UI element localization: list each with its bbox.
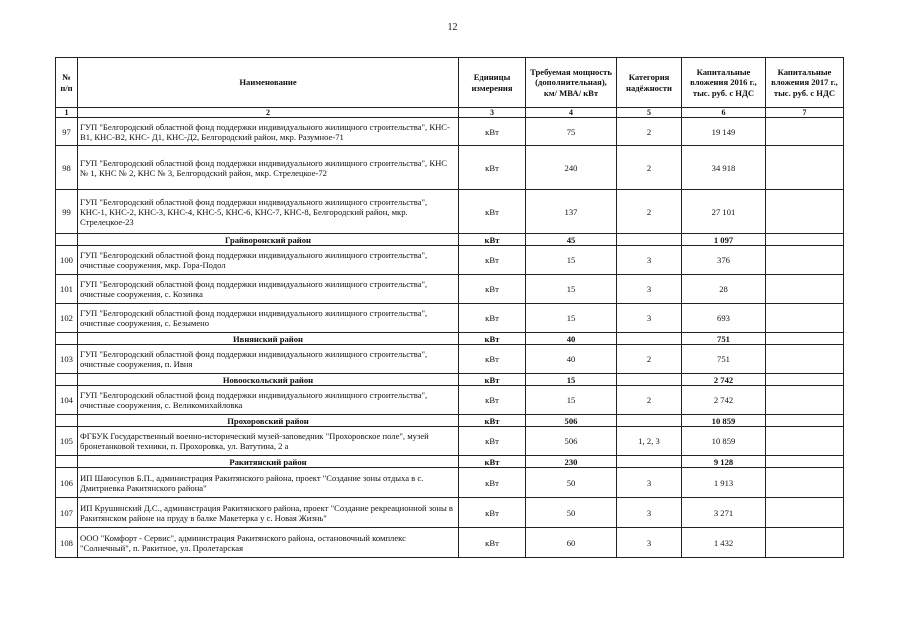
table-body bbox=[56, 118, 844, 558]
column-number: 1 bbox=[56, 108, 78, 118]
table-row bbox=[56, 386, 844, 415]
district-row bbox=[56, 374, 844, 386]
row-category: 2 bbox=[617, 345, 682, 374]
district-name: Прохоровский район bbox=[78, 415, 459, 427]
row-cap2016: 1 432 bbox=[682, 528, 766, 558]
row-cap2016: 34 918 bbox=[682, 146, 766, 190]
row-category: 3 bbox=[617, 246, 682, 275]
row-name: ИП Крушинский Д.С., администрация Ракитянского района, проект "Создание рекреационной зоны в Ракитянском районе на пруду в балке Макетерка у с. Новая Жизнь" bbox=[78, 498, 459, 528]
table-row bbox=[56, 468, 844, 498]
row-cap2016: 1 097 bbox=[682, 234, 766, 246]
header-row bbox=[56, 58, 844, 108]
row-category: 3 bbox=[617, 498, 682, 528]
row-unit: кВт bbox=[459, 118, 526, 146]
row-power: 240 bbox=[526, 146, 617, 190]
row-power: 60 bbox=[526, 528, 617, 558]
district-name: Ракитянский район bbox=[78, 456, 459, 468]
row-cap2017 bbox=[766, 190, 844, 234]
row-cap2017 bbox=[766, 374, 844, 386]
row-power: 40 bbox=[526, 333, 617, 345]
row-cap2016: 28 bbox=[682, 275, 766, 304]
row-number: 104 bbox=[56, 386, 78, 415]
row-category bbox=[617, 415, 682, 427]
row-cap2016: 27 101 bbox=[682, 190, 766, 234]
row-cap2016: 751 bbox=[682, 345, 766, 374]
row-cap2016: 3 271 bbox=[682, 498, 766, 528]
row-cap2016: 693 bbox=[682, 304, 766, 333]
row-power: 45 bbox=[526, 234, 617, 246]
table-row bbox=[56, 275, 844, 304]
row-unit: кВт bbox=[459, 528, 526, 558]
row-cap2016: 2 742 bbox=[682, 386, 766, 415]
row-category: 2 bbox=[617, 386, 682, 415]
header-cap2017: Капитальные вложения 2017 г., тыс. руб. с НДС bbox=[766, 58, 844, 108]
row-cap2017 bbox=[766, 528, 844, 558]
column-number: 3 bbox=[459, 108, 526, 118]
page-number: 12 bbox=[447, 22, 458, 33]
row-unit: кВт bbox=[459, 234, 526, 246]
row-cap2017 bbox=[766, 118, 844, 146]
row-category bbox=[617, 333, 682, 345]
table-row bbox=[56, 427, 844, 456]
row-cap2017 bbox=[766, 427, 844, 456]
row-number: 106 bbox=[56, 468, 78, 498]
row-name: ГУП "Белгородский областной фонд поддержки индивидуального жилищного строительства", очистные сооружения, с. Великомихайловка bbox=[78, 386, 459, 415]
row-cap2016: 19 149 bbox=[682, 118, 766, 146]
row-power: 506 bbox=[526, 427, 617, 456]
row-category bbox=[617, 374, 682, 386]
row-unit: кВт bbox=[459, 304, 526, 333]
header-cap2016: Капитальные вложения 2016 г., тыс. руб. с НДС bbox=[682, 58, 766, 108]
row-unit: кВт bbox=[459, 386, 526, 415]
header-category: Категория надёжности bbox=[617, 58, 682, 108]
row-number: 103 bbox=[56, 345, 78, 374]
row-name: ГУП "Белгородский областной фонд поддержки индивидуального жилищного строительства", очистные сооружения, с. Козинка bbox=[78, 275, 459, 304]
table-row bbox=[56, 118, 844, 146]
row-number: 108 bbox=[56, 528, 78, 558]
column-number-row bbox=[56, 108, 844, 118]
row-power: 230 bbox=[526, 456, 617, 468]
district-row bbox=[56, 415, 844, 427]
district-num-cell bbox=[56, 374, 78, 386]
row-power: 137 bbox=[526, 190, 617, 234]
column-number: 2 bbox=[78, 108, 459, 118]
table-row bbox=[56, 190, 844, 234]
row-power: 50 bbox=[526, 498, 617, 528]
row-category bbox=[617, 456, 682, 468]
row-name: ИП Шаюсупов Б.П., администрация Ракитянского района, проект "Создание зоны отдыха в с. Дмитриевка Ракитянского района" bbox=[78, 468, 459, 498]
row-cap2016: 751 bbox=[682, 333, 766, 345]
row-unit: кВт bbox=[459, 246, 526, 275]
row-category: 3 bbox=[617, 304, 682, 333]
row-number: 105 bbox=[56, 427, 78, 456]
row-number: 107 bbox=[56, 498, 78, 528]
row-power: 15 bbox=[526, 304, 617, 333]
district-num-cell bbox=[56, 333, 78, 345]
table-row bbox=[56, 345, 844, 374]
row-name: ГУП "Белгородский областной фонд поддержки индивидуального жилищного строительства", очистные сооружения, мкр. Гора-Подол bbox=[78, 246, 459, 275]
row-unit: кВт bbox=[459, 345, 526, 374]
row-number: 99 bbox=[56, 190, 78, 234]
row-number: 101 bbox=[56, 275, 78, 304]
district-row bbox=[56, 456, 844, 468]
row-power: 506 bbox=[526, 415, 617, 427]
row-cap2017 bbox=[766, 333, 844, 345]
row-cap2016: 1 913 bbox=[682, 468, 766, 498]
row-unit: кВт bbox=[459, 374, 526, 386]
row-name: ГУП "Белгородский областной фонд поддержки индивидуального жилищного строительства", очистные сооружения, п. Ивня bbox=[78, 345, 459, 374]
table-row bbox=[56, 246, 844, 275]
district-name: Грайворонский район bbox=[78, 234, 459, 246]
row-category: 2 bbox=[617, 190, 682, 234]
row-unit: кВт bbox=[459, 468, 526, 498]
row-name: ГУП "Белгородский областной фонд поддержки индивидуального жилищного строительства", КНС-В1, КНС-В2, КНС- Д1, КНС-Д2, Белгородский район, мкр. Разумное-71 bbox=[78, 118, 459, 146]
row-power: 40 bbox=[526, 345, 617, 374]
row-power: 50 bbox=[526, 468, 617, 498]
district-name: Новооскольский район bbox=[78, 374, 459, 386]
table-row bbox=[56, 146, 844, 190]
header-power: Требуемая мощность (дополнительная), км/ МВА/ кВт bbox=[526, 58, 617, 108]
capital-investment-table bbox=[55, 57, 844, 558]
row-unit: кВт bbox=[459, 498, 526, 528]
table-row bbox=[56, 528, 844, 558]
district-num-cell bbox=[56, 456, 78, 468]
row-category: 2 bbox=[617, 118, 682, 146]
row-cap2017 bbox=[766, 345, 844, 374]
row-number: 98 bbox=[56, 146, 78, 190]
row-cap2017 bbox=[766, 498, 844, 528]
row-category: 2 bbox=[617, 146, 682, 190]
row-unit: кВт bbox=[459, 333, 526, 345]
row-power: 15 bbox=[526, 386, 617, 415]
row-name: ГУП "Белгородский областной фонд поддержки индивидуального жилищного строительства", КНС № 1, КНС № 2, КНС № 3, Белгородский район, мкр. Стрелецкое-72 bbox=[78, 146, 459, 190]
row-category bbox=[617, 234, 682, 246]
row-unit: кВт bbox=[459, 275, 526, 304]
row-name: ФГБУК Государственный военно-исторический музей-заповедник "Прохоровское поле", музей бронетанковой техники, п. Прохоровка, ул. Ватутина, 2 а bbox=[78, 427, 459, 456]
row-number: 100 bbox=[56, 246, 78, 275]
row-power: 15 bbox=[526, 374, 617, 386]
row-unit: кВт bbox=[459, 456, 526, 468]
row-cap2016: 376 bbox=[682, 246, 766, 275]
district-row bbox=[56, 234, 844, 246]
row-cap2017 bbox=[766, 146, 844, 190]
header-name: Наименование bbox=[78, 58, 459, 108]
row-name: ГУП "Белгородский областной фонд поддержки индивидуального жилищного строительства", КНС-1, КНС-2, КНС-3, КНС-4, КНС-5, КНС-6, КНС-7, КНС-8, Белгородский район, мкр. Стрелецкое-23 bbox=[78, 190, 459, 234]
row-cap2017 bbox=[766, 386, 844, 415]
row-cap2017 bbox=[766, 246, 844, 275]
row-power: 15 bbox=[526, 246, 617, 275]
row-category: 3 bbox=[617, 468, 682, 498]
row-unit: кВт bbox=[459, 427, 526, 456]
row-name: ООО "Комфорт - Сервис", администрация Ракитянского района, остановочный комплекс "Солнечный", п. Ракитное, ул. Пролетарская bbox=[78, 528, 459, 558]
row-cap2017 bbox=[766, 415, 844, 427]
row-power: 15 bbox=[526, 275, 617, 304]
row-unit: кВт bbox=[459, 146, 526, 190]
header-num: № п/п bbox=[56, 58, 78, 108]
district-row bbox=[56, 333, 844, 345]
header-unit: Единицы измерения bbox=[459, 58, 526, 108]
row-power: 75 bbox=[526, 118, 617, 146]
row-cap2017 bbox=[766, 468, 844, 498]
row-cap2016: 2 742 bbox=[682, 374, 766, 386]
column-number: 4 bbox=[526, 108, 617, 118]
row-cap2017 bbox=[766, 234, 844, 246]
district-num-cell bbox=[56, 415, 78, 427]
row-unit: кВт bbox=[459, 415, 526, 427]
district-num-cell bbox=[56, 234, 78, 246]
column-number: 5 bbox=[617, 108, 682, 118]
table-row bbox=[56, 304, 844, 333]
column-number: 7 bbox=[766, 108, 844, 118]
district-name: Ивнянский район bbox=[78, 333, 459, 345]
table-row bbox=[56, 498, 844, 528]
row-category: 3 bbox=[617, 275, 682, 304]
row-unit: кВт bbox=[459, 190, 526, 234]
row-cap2016: 10 859 bbox=[682, 415, 766, 427]
row-cap2017 bbox=[766, 275, 844, 304]
column-number: 6 bbox=[682, 108, 766, 118]
row-cap2016: 9 128 bbox=[682, 456, 766, 468]
row-number: 97 bbox=[56, 118, 78, 146]
row-category: 3 bbox=[617, 528, 682, 558]
row-category: 1, 2, 3 bbox=[617, 427, 682, 456]
row-cap2017 bbox=[766, 304, 844, 333]
row-name: ГУП "Белгородский областной фонд поддержки индивидуального жилищного строительства", очистные сооружения, с. Безымено bbox=[78, 304, 459, 333]
row-cap2016: 10 859 bbox=[682, 427, 766, 456]
row-cap2017 bbox=[766, 456, 844, 468]
row-number: 102 bbox=[56, 304, 78, 333]
